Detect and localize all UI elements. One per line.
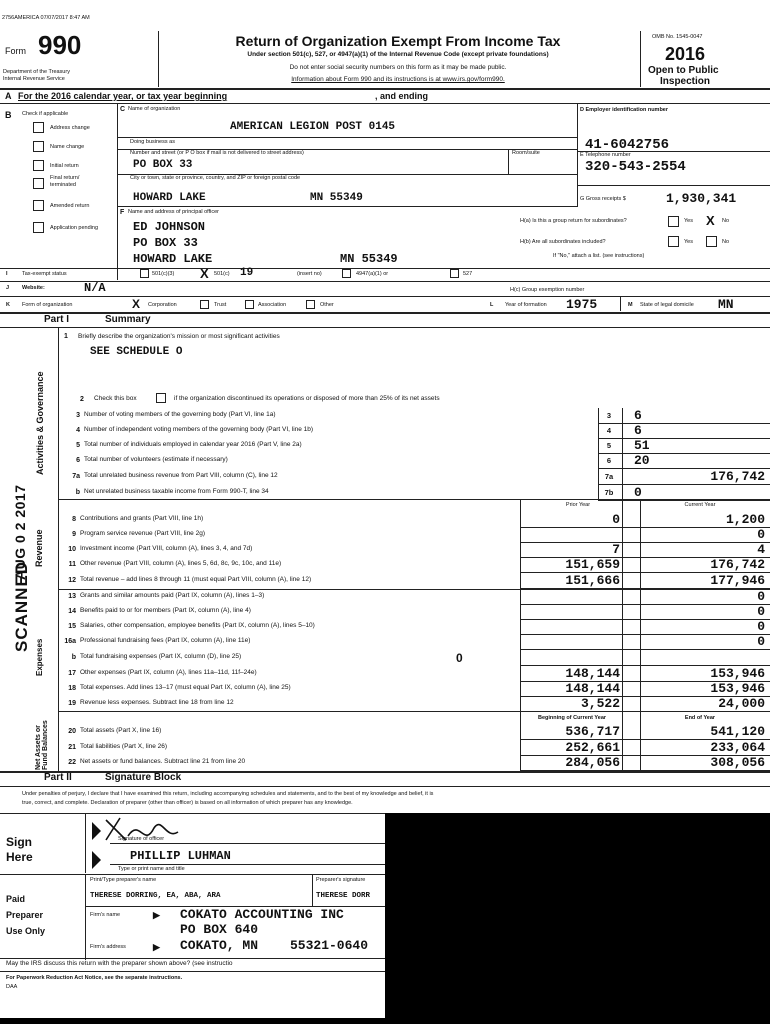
section-c-label: C — [120, 106, 126, 113]
begin-year-header: Beginning of Current Year — [537, 715, 607, 721]
exp-current-value: 153,946 — [710, 681, 765, 696]
rev-current-value: 4 — [757, 542, 765, 557]
discuss-question: May the IRS discuss this return with the preparer shown above? (see instructio — [6, 960, 233, 967]
preparer-signature: THERESE DORR — [316, 892, 371, 900]
side-net-assets: Net Assets or Fund Balances — [35, 720, 49, 770]
exp-line-text: Total fundraising expenses (Part IX, column (D), line 25) — [80, 653, 242, 660]
rev-current-value: 176,742 — [710, 557, 765, 572]
final-return-label: Final return/ terminated — [50, 175, 80, 188]
address-change-label: Address change — [50, 125, 90, 131]
ha-yes-checkbox[interactable] — [668, 216, 679, 227]
gov-line-text: Total number of volunteers (estimate if necessary) — [84, 456, 228, 463]
inspection: Inspection — [660, 76, 711, 87]
exp-current-value: 0 — [757, 589, 765, 604]
bottom-redaction — [0, 1018, 385, 1024]
rev-line-number: 11 — [68, 561, 76, 568]
gov-line-value: 6 — [634, 423, 642, 438]
net-end-value: 308,056 — [710, 755, 765, 770]
gov-line-value: 0 — [634, 485, 642, 500]
signature-label: Signature of officer — [118, 836, 165, 842]
exp-line-text: Grants and similar amounts paid (Part IX, column (A), lines 1–3) — [80, 592, 265, 599]
line1-text: Briefly describe the organization's mission or most significant activities — [78, 333, 280, 340]
firm-city: COKATO, MN — [180, 938, 259, 953]
line-a-text: For the 2016 calendar year, or tax year beginning — [18, 91, 228, 101]
gov-box-label: 7a — [604, 472, 614, 481]
street-label: Number and street (or P O box if mail is not delivered to street address) — [130, 150, 304, 156]
net-begin-value: 252,661 — [565, 740, 620, 755]
501c3-label: 501(c)(3) — [152, 271, 175, 277]
501c-label: 501(c) — [214, 271, 230, 277]
exp-current-value: 0 — [757, 634, 765, 649]
ein-value: 41-6042756 — [585, 137, 670, 153]
current-year-header: Current Year — [684, 502, 716, 508]
line-i-label: I — [6, 271, 8, 277]
gov-line-number: 6 — [76, 457, 80, 464]
rev-line-number: 8 — [72, 516, 76, 523]
phone-label: E Telephone number — [580, 152, 631, 158]
initial-return-label: Initial return — [50, 163, 79, 169]
officer-street: PO BOX 33 — [133, 236, 198, 250]
line-a-label: A — [5, 91, 12, 101]
line2b-text: if the organization discontinued its operations or disposed of more than 25% of its net assets — [174, 395, 440, 402]
gov-line-value: 20 — [634, 453, 650, 468]
ssn-note: Do not enter social security numbers on this form as it may be made public. — [289, 64, 507, 71]
prep-name-label: Print/Type preparer's name — [90, 877, 157, 883]
rev-prior-value: 151,659 — [565, 557, 620, 572]
rev-line-number: 10 — [68, 546, 76, 553]
firm-name-label: Firm's name — [90, 912, 121, 918]
rev-line-text: Program service revenue (Part VIII, line 2g) — [80, 530, 205, 537]
527-checkbox[interactable] — [450, 269, 459, 278]
section-f-label: F — [120, 209, 125, 216]
exp-line-text: Professional fundraising fees (Part IX, column (A), line 11e) — [80, 637, 251, 644]
exp-line-number: 18 — [68, 685, 76, 692]
year-formation: 1975 — [566, 297, 598, 312]
firm-zip: 55321-0640 — [290, 938, 369, 953]
tax-year: 2016 — [665, 44, 706, 64]
side-expenses: Expenses — [35, 638, 44, 676]
rev-prior-value: 0 — [612, 512, 620, 527]
gov-line-value: 6 — [634, 408, 642, 423]
discontinued-checkbox[interactable] — [156, 393, 166, 403]
omb-number: OMB No. 1545-0047 — [652, 34, 703, 40]
type-name-label: Type or print name and title — [118, 866, 185, 872]
officer-state-zip: MN 55349 — [340, 252, 398, 266]
net-end-value: 233,064 — [710, 740, 765, 755]
form-number: 990 — [38, 30, 82, 60]
perjury-line2: true, correct, and complete. Declaration of preparer (other than officer) is based on all information of which preparer has any knowledge. — [22, 800, 353, 806]
exp-line-number: 13 — [68, 593, 76, 600]
gov-line-number: 3 — [76, 412, 80, 419]
here-label: Here — [6, 850, 33, 864]
gov-line-number: 4 — [76, 427, 80, 434]
gov-line-text: Number of voting members of the governing body (Part VI, line 1a) — [84, 411, 276, 418]
ha-yes-label: Yes — [684, 218, 693, 224]
org-state-zip: MN 55349 — [310, 192, 363, 204]
association-checkbox[interactable] — [245, 300, 254, 309]
paid-label: Paid — [6, 894, 26, 904]
end-year-header: End of Year — [684, 715, 716, 721]
gov-box-label: 6 — [606, 456, 612, 465]
other-label: Other — [320, 302, 334, 308]
line16b-value: 0 — [456, 651, 463, 665]
firm-address-label: Firm's address — [90, 944, 126, 950]
preparer-name: THERESE DORRING, EA, ABA, ARA — [90, 892, 221, 900]
net-line-number: 21 — [68, 744, 76, 751]
line-m-label: M — [628, 302, 633, 308]
section-b-label: B — [5, 110, 12, 120]
dba-label: Doing business as — [130, 139, 175, 145]
gov-line-text: Total number of individuals employed in calendar year 2016 (Part V, line 2a) — [84, 441, 302, 448]
501c-mark[interactable]: X — [200, 266, 209, 281]
rev-line-number: 12 — [68, 577, 76, 584]
hb-question: H(b) Are all subordinates included? — [520, 239, 606, 245]
open-public: Open to Public — [648, 65, 719, 76]
gov-line-value: 176,742 — [710, 469, 765, 484]
exp-line-number: 17 — [68, 670, 76, 677]
domicile-value: MN — [718, 297, 734, 312]
gov-box-label: 3 — [606, 411, 612, 420]
hb-yes-checkbox[interactable] — [668, 236, 679, 247]
line-j-label: J — [6, 285, 10, 291]
hb-note: If "No," attach a list. (see instructions) — [553, 253, 645, 259]
corporation-mark[interactable]: X — [132, 297, 141, 311]
officer-name: ED JOHNSON — [133, 220, 206, 234]
dept-treasury: Department of the Treasury — [3, 69, 70, 75]
line-a-ending: , and ending — [375, 91, 428, 101]
part2-label: Part II — [44, 772, 72, 783]
mission-value: SEE SCHEDULE O — [90, 346, 183, 358]
domicile-label: State of legal domicile — [640, 302, 694, 308]
net-line-text: Total liabilities (Part X, line 26) — [80, 743, 168, 750]
net-line-text: Total assets (Part X, line 16) — [80, 727, 162, 734]
ha-no-mark[interactable]: X — [706, 213, 715, 228]
exp-current-value: 0 — [757, 604, 765, 619]
line2-text: Check this box — [94, 395, 137, 402]
ein-label: D Employer identification number — [580, 107, 669, 113]
exp-prior-value: 148,144 — [565, 681, 620, 696]
net-end-value: 541,120 — [710, 724, 765, 739]
gov-line-number: 7a — [72, 473, 80, 480]
trust-label: Trust — [214, 302, 227, 308]
net-begin-value: 536,717 — [565, 724, 620, 739]
exp-line-text: Revenue less expenses. Subtract line 18 from line 12 — [80, 699, 234, 706]
ha-no-label: No — [722, 218, 730, 224]
gov-line-value: 51 — [634, 438, 650, 453]
gov-line-number: 5 — [76, 442, 80, 449]
side-activities-governance: Activities & Governance — [35, 371, 45, 475]
part2-title: Signature Block — [105, 772, 182, 783]
use-only-label: Use Only — [6, 926, 46, 936]
sign-label: Sign — [6, 835, 32, 849]
form-subtitle: Under section 501(c), 527, or 4947(a)(1) of the Internal Revenue Code (except private foundations) — [247, 51, 549, 58]
print-stamp: 2756AMERICA 07/07/2017 8:47 AM — [2, 15, 90, 21]
gov-line-text: Net unrelated business taxable income from Form 990-T, line 34 — [84, 488, 269, 495]
gov-line-number: b — [75, 489, 80, 496]
prior-year-header: Prior Year — [565, 502, 591, 508]
association-label: Association — [258, 302, 287, 308]
website-value: N/A — [84, 281, 106, 295]
ha-question: H(a) Is this a group return for subordinates? — [520, 218, 627, 224]
line-k-text: Form of organization — [22, 302, 73, 308]
exp-line-number: 14 — [68, 608, 76, 615]
paperwork-notice: For Paperwork Reduction Act Notice, see the separate instructions. — [6, 975, 183, 981]
gov-box-label: 4 — [606, 426, 612, 435]
signer-name: PHILLIP LUHMAN — [130, 849, 231, 863]
rev-prior-value: 151,666 — [565, 573, 620, 588]
501c-number: 19 — [240, 267, 254, 279]
527-label: 527 — [463, 271, 473, 277]
exp-line-number: b — [71, 654, 76, 661]
firm-name: COKATO ACCOUNTING INC — [180, 907, 344, 922]
corporation-label: Corporation — [148, 302, 177, 308]
line-k-label: K — [6, 302, 10, 308]
net-begin-value: 284,056 — [565, 755, 620, 770]
gov-line-text: Total unrelated business revenue from Part VIII, column (C), line 12 — [84, 472, 278, 479]
line-l-label: L — [490, 302, 494, 308]
insert-no: (insert no) — [297, 271, 322, 277]
gross-receipts-label: G Gross receipts $ — [580, 196, 626, 202]
rev-line-number: 9 — [72, 531, 76, 538]
firm-street: PO BOX 640 — [180, 922, 259, 937]
exp-line-number: 19 — [68, 700, 76, 707]
daa-label: DAA — [6, 984, 18, 990]
year-formation-label: Year of formation — [505, 302, 547, 308]
hb-no-label: No — [722, 239, 730, 245]
exp-current-value: 153,946 — [710, 666, 765, 681]
final-return-checkbox[interactable] — [33, 178, 44, 189]
side-revenue: Revenue — [34, 529, 44, 567]
rev-current-value: 0 — [757, 527, 765, 542]
info-note: Information about Form 990 and its instructions is at www.irs.gov/form990. — [291, 76, 505, 83]
net-line-text: Net assets or fund balances. Subtract line 21 from line 20 — [80, 758, 246, 765]
website-label: Website: — [22, 285, 45, 291]
exp-current-value: 0 — [757, 619, 765, 634]
part1-title: Summary — [105, 314, 151, 325]
officer-label: Name and address of principal officer — [128, 209, 220, 215]
4947-checkbox[interactable] — [342, 269, 351, 278]
exp-prior-value: 148,144 — [565, 666, 620, 681]
exp-prior-value: 3,522 — [580, 696, 620, 711]
amended-return-label: Amended return — [50, 203, 90, 209]
rev-line-text: Total revenue – add lines 8 through 11 (must equal Part VIII, column (A), line 12) — [80, 576, 312, 583]
net-line-number: 20 — [68, 728, 76, 735]
initial-return-checkbox[interactable] — [33, 160, 44, 171]
hc-group-exemption: H(c) Group exemption number — [510, 287, 585, 293]
net-line-number: 22 — [68, 759, 76, 766]
rev-line-text: Investment income (Part VIII, column (A), lines 3, 4, and 7d) — [80, 545, 253, 552]
officer-signature — [100, 810, 220, 852]
part1-label: Part I — [44, 314, 70, 325]
name-change-checkbox[interactable] — [33, 141, 44, 152]
application-pending-checkbox[interactable] — [33, 222, 44, 233]
exp-line-text: Total expenses. Add lines 13–17 (must equal Part IX, column (A), line 25) — [80, 684, 291, 691]
exp-line-number: 16a — [64, 638, 76, 645]
name-arrow-icon — [92, 851, 101, 869]
rev-current-value: 1,200 — [725, 512, 765, 527]
gov-line-text: Number of independent voting members of the governing body (Part VI, line 1b) — [84, 426, 314, 433]
line-i-text: Tax-exempt status — [22, 271, 67, 277]
rev-current-value: 177,946 — [710, 573, 765, 588]
city-label: City or town, state or province, country, and ZIP or foreign postal code — [130, 175, 301, 181]
address-change-checkbox[interactable] — [33, 122, 44, 133]
other-checkbox[interactable] — [306, 300, 315, 309]
prep-sig-label: Preparer's signature — [316, 877, 366, 883]
name-change-label: Name change — [50, 144, 85, 150]
scanned-stamp: SCANNED — [12, 560, 31, 652]
gross-receipts-value: 1,930,341 — [666, 191, 737, 206]
perjury-line1: Under penalties of perjury, I declare that I have examined this return, including accompanying schedules and statements, and to the best of my knowledge and belief, it is — [22, 791, 434, 797]
application-pending-label: Application pending — [50, 225, 99, 231]
trust-checkbox[interactable] — [200, 300, 209, 309]
org-street: PO BOX 33 — [133, 159, 193, 171]
org-name-label: Name of organization — [128, 106, 181, 112]
dept-irs: Internal Revenue Service — [3, 76, 65, 82]
hb-no-checkbox[interactable] — [706, 236, 717, 247]
redaction-block — [385, 813, 770, 1024]
hb-yes-label: Yes — [684, 239, 693, 245]
exp-line-number: 15 — [68, 623, 76, 630]
form-word: Form — [5, 46, 26, 56]
rev-line-text: Contributions and grants (Part VIII, line 1h) — [80, 515, 204, 522]
officer-city: HOWARD LAKE — [133, 252, 213, 266]
form-title: Return of Organization Exempt From Income Tax — [235, 33, 561, 49]
section-b-heading: Check if applicable — [22, 111, 69, 117]
gov-box-label: 5 — [606, 441, 612, 450]
amended-return-checkbox[interactable] — [33, 200, 44, 211]
preparer-label: Preparer — [6, 910, 44, 920]
exp-line-text: Benefits paid to or for members (Part IX, column (A), line 4) — [80, 607, 251, 614]
room-suite-label: Room/suite — [512, 150, 540, 156]
phone-value: 320-543-2554 — [585, 159, 686, 175]
rev-line-text: Other revenue (Part VIII, column (A), lines 5, 6d, 8c, 9c, 10c, and 11e) — [80, 560, 282, 567]
gov-box-label: 7b — [604, 488, 614, 497]
exp-line-text: Salaries, other compensation, employee benefits (Part IX, column (A), lines 5–10) — [80, 622, 315, 629]
org-name: AMERICAN LEGION POST 0145 — [230, 121, 396, 133]
org-city: HOWARD LAKE — [133, 192, 206, 204]
rev-prior-value: 7 — [612, 542, 620, 557]
4947-label: 4947(a)(1) or — [356, 271, 389, 277]
scan-date-stamp: AUG 0 2 2017 — [12, 484, 28, 580]
exp-current-value: 24,000 — [718, 696, 765, 711]
501c3-checkbox[interactable] — [140, 269, 149, 278]
exp-line-text: Other expenses (Part IX, column (A), lines 11a–11d, 11f–24e) — [80, 669, 257, 676]
